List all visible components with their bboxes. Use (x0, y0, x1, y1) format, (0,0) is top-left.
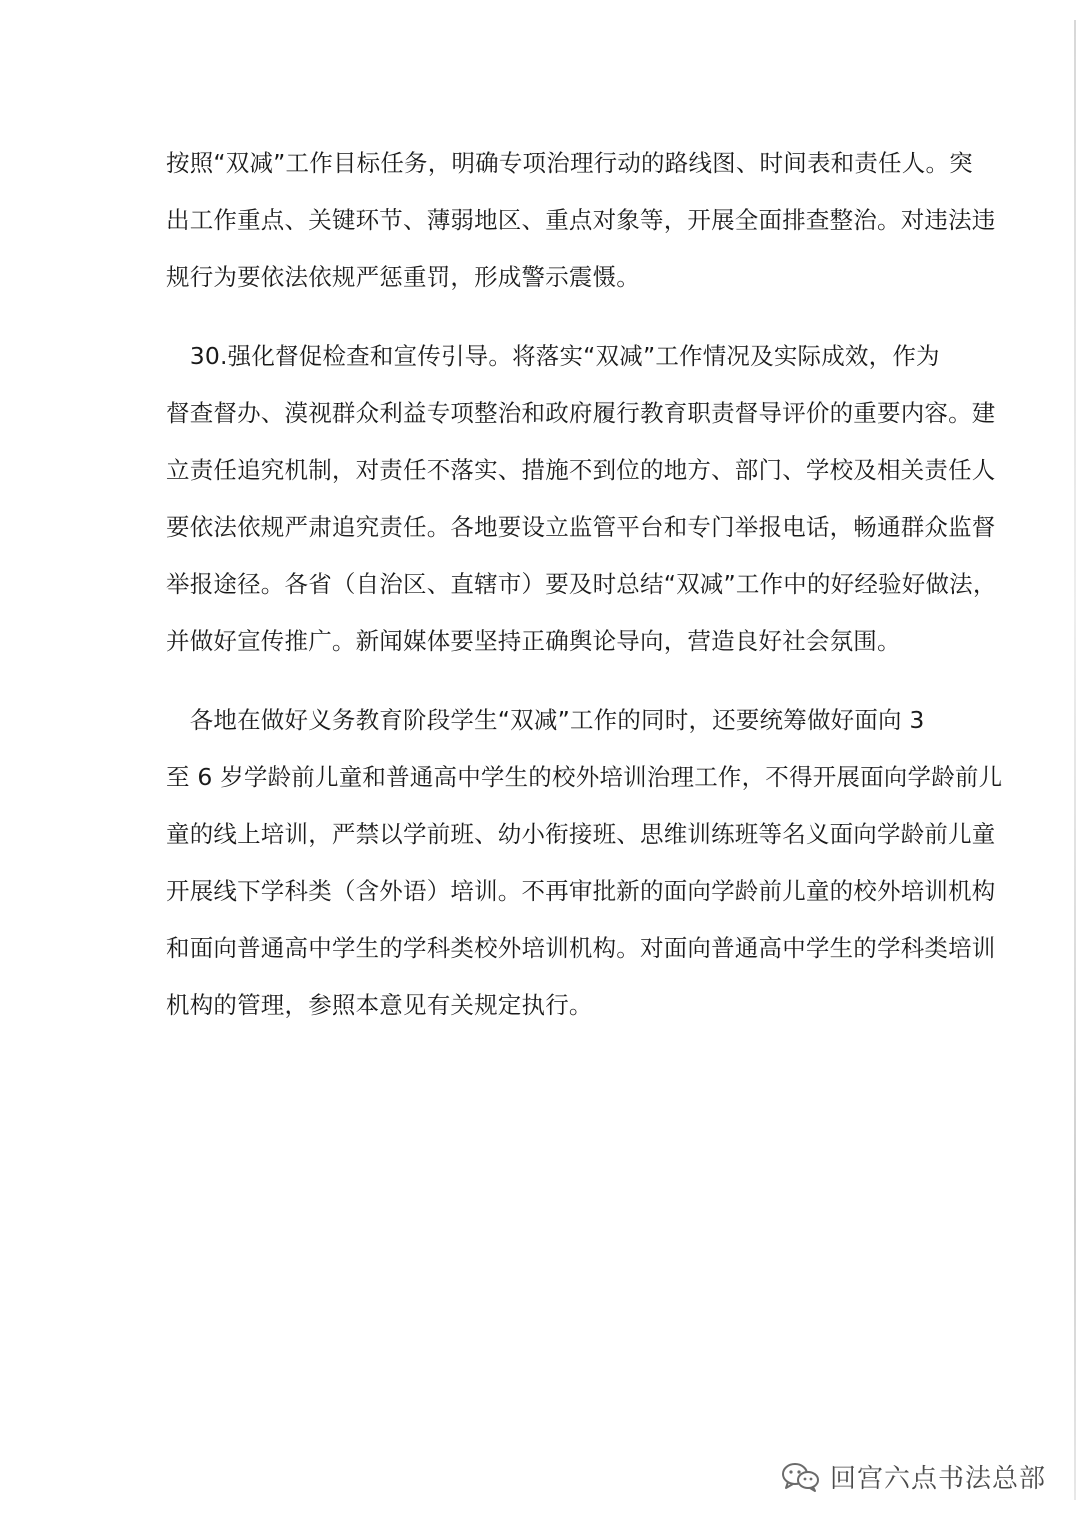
text-line: 童的线上培训，严禁以学前班、幼小衔接班、思维训练班等名义面向学龄前儿童 (166, 820, 996, 848)
paragraph-1 (166, 135, 996, 306)
text-line: 至 6 岁学龄前儿童和普通高中学生的校外培训治理工作，不得开展面向学龄前儿 (166, 763, 1003, 791)
watermark (780, 1458, 1046, 1495)
text-line: 按照“双减”工作目标任务，明确专项治理行动的路线图、时间表和责任人。突 (166, 149, 973, 177)
text-line: 督查督办、漠视群众利益专项整治和政府履行教育职责督导评价的重要内容。建 (166, 399, 996, 427)
text-line: 机构的管理，参照本意见有关规定执行。 (166, 991, 593, 1019)
paragraph-2 (166, 328, 997, 670)
scan-edge (1074, 20, 1076, 1500)
wechat-icon (780, 1461, 820, 1493)
text-line: 要依法依规严肃追究责任。各地要设立监管平台和专门举报电话，畅通群众监督 (166, 513, 996, 541)
text-line: 30.强化督促检查和宣传引导。将落实“双减”工作情况及实际成效，作为 (166, 342, 940, 370)
text-line: 各地在做好义务教育阶段学生“双减”工作的同时，还要统筹做好面向 3 (166, 706, 925, 734)
text-line: 出工作重点、关键环节、薄弱地区、重点对象等，开展全面排查整治。对违法违 (166, 206, 996, 234)
text-line: 开展线下学科类（含外语）培训。不再审批新的面向学龄前儿童的校外培训机构 (166, 877, 996, 905)
text-line: 举报途径。各省（自治区、直辖市）要及时总结“双减”工作中的好经验好做法， (166, 570, 997, 598)
watermark-text: 回宫六点书法总部 (829, 1464, 1046, 1494)
text-line: 并做好宣传推广。新闻媒体要坚持正确舆论导向，营造良好社会氛围。 (166, 627, 901, 655)
text-line: 和面向普通高中学生的学科类校外培训机构。对面向普通高中学生的学科类培训 (166, 934, 996, 962)
text-line: 立责任追究机制，对责任不落实、措施不到位的地方、部门、学校及相关责任人 (166, 456, 996, 484)
document-body (166, 135, 1003, 1034)
text-line: 规行为要依法依规严惩重罚，形成警示震慑。 (166, 263, 640, 291)
paragraph-3 (166, 692, 1003, 1034)
